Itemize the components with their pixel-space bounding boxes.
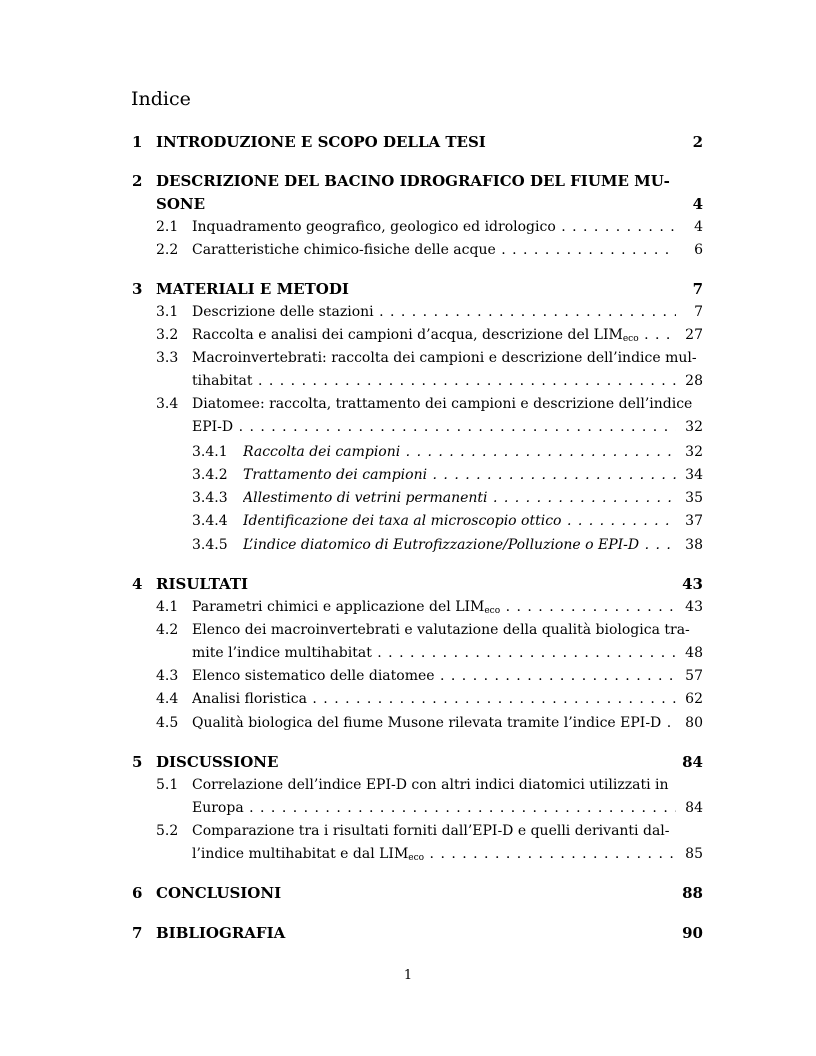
page-number: 1 (403, 968, 413, 983)
page-ref: 43 (682, 575, 703, 593)
page-ref: 84 (685, 800, 703, 816)
section-title-text: Raccolta e analisi dei campioni d’acqua, descrizione del LIM (192, 327, 623, 343)
toc-chapter-4[interactable] (0, 573, 816, 595)
subsection-title: Allestimento di vetrini permanenti . . . (243, 487, 676, 509)
section-number: 5.1 (156, 777, 179, 793)
section-number: 4.4 (156, 691, 179, 707)
chapter-title: DISCUSSIONE (156, 753, 279, 771)
toc-section-3-3[interactable] (0, 347, 816, 369)
section-title-continued: EPI-D . . . (192, 416, 676, 438)
toc-section-2-2[interactable] (0, 239, 816, 261)
page-ref: 32 (685, 419, 703, 435)
section-title: Correlazione dell’indice EPI-D con altri indici diatomici utilizzati in (192, 777, 669, 793)
section-number: 2.1 (156, 219, 179, 235)
toc-section-4-5[interactable] (0, 712, 816, 734)
toc-section-4-3[interactable] (0, 665, 816, 687)
section-number: 4.2 (156, 622, 179, 638)
chapter-title: RISULTATI (156, 575, 249, 593)
page-ref: 80 (685, 715, 703, 731)
toc-section-5-2[interactable] (0, 820, 816, 842)
page-ref: 57 (685, 668, 703, 684)
toc-chapter-5[interactable] (0, 751, 816, 773)
subsection-number: 3.4.4 (192, 513, 228, 529)
section-title-continued: tihabitat . . . (192, 370, 676, 392)
toc-section-3-2[interactable] (0, 324, 816, 346)
subscript: eco (622, 334, 639, 344)
subsection-number: 3.4.5 (192, 537, 228, 553)
page-ref: 34 (685, 467, 703, 483)
section-title: Diatomee: raccolta, trattamento dei campioni e descrizione dell’indice (192, 396, 693, 412)
subsection-title: Raccolta dei campioni . . . (243, 441, 676, 463)
page-ref: 38 (685, 537, 703, 553)
subsection-title: Trattamento dei campioni . . . (243, 464, 676, 486)
chapter-title: INTRODUZIONE E SCOPO DELLA TESI (156, 133, 486, 151)
section-title: Comparazione tra i risultati forniti dall’EPI-D e quelli derivanti dal- (192, 823, 670, 839)
page-ref: 85 (685, 846, 703, 862)
toc-chapter-2-cont[interactable] (0, 193, 816, 215)
section-number: 4.5 (156, 715, 179, 731)
section-number: 3.2 (156, 327, 179, 343)
section-number: 3.3 (156, 350, 179, 366)
section-title-text: l’indice multihabitat e dal LIM (192, 846, 409, 862)
section-title: Elenco dei macroinvertebrati e valutazione della qualità biologica tra- (192, 622, 690, 638)
page-ref: 48 (685, 645, 703, 661)
page-ref: 43 (685, 599, 703, 615)
chapter-title-continued: SONE (156, 195, 206, 213)
toc-section-3-4-cont[interactable] (0, 416, 816, 438)
page-ref: 37 (685, 513, 703, 529)
toc-section-5-1-cont[interactable] (0, 797, 816, 819)
subsection-number: 3.4.2 (192, 467, 228, 483)
section-number: 2.2 (156, 242, 179, 258)
subsection-number: 3.4.3 (192, 490, 228, 506)
toc-chapter-6[interactable] (0, 882, 816, 904)
section-title: Inquadramento geografico, geologico ed idrologico . . . (192, 216, 676, 238)
page-ref: 4 (692, 195, 703, 213)
chapter-title: BIBLIOGRAFIA (156, 924, 286, 942)
page-ref: 7 (692, 280, 703, 298)
subsection-number: 3.4.1 (192, 444, 228, 460)
chapter-title: CONCLUSIONI (156, 884, 282, 902)
toc-section-3-4[interactable] (0, 393, 816, 415)
toc-section-5-2-cont[interactable] (0, 843, 816, 865)
page-ref: 88 (682, 884, 703, 902)
page-ref: 2 (692, 133, 703, 151)
toc-subsection-3-4-2[interactable] (0, 464, 816, 486)
page-ref: 6 (694, 242, 703, 258)
page-ref: 28 (685, 373, 703, 389)
section-title-text: Parametri chimici e applicazione del LIM (192, 599, 485, 615)
chapter-number: 5 (132, 753, 143, 771)
toc-subsection-3-4-3[interactable] (0, 487, 816, 509)
page-title: Indice (131, 88, 191, 110)
toc-section-4-4[interactable] (0, 688, 816, 710)
toc-chapter-3[interactable] (0, 278, 816, 300)
section-title: Descrizione delle stazioni . . . (192, 301, 676, 323)
chapter-number: 4 (132, 575, 143, 593)
section-title-continued (192, 843, 676, 869)
section-title: Elenco sistematico delle diatomee . . . (192, 665, 676, 687)
page-ref: 32 (685, 444, 703, 460)
subscript: eco (408, 853, 425, 863)
toc-chapter-7[interactable] (0, 922, 816, 944)
toc-section-3-1[interactable] (0, 301, 816, 323)
section-title: Caratteristiche chimico-fisiche delle acque . . . (192, 239, 676, 261)
section-number: 3.4 (156, 396, 179, 412)
page-ref: 62 (685, 691, 703, 707)
chapter-title: DESCRIZIONE DEL BACINO IDROGRAFICO DEL FIUME MU- (156, 172, 670, 190)
toc-section-4-2-cont[interactable] (0, 642, 816, 664)
toc-subsection-3-4-5[interactable] (0, 534, 816, 556)
page-ref: 35 (685, 490, 703, 506)
toc-section-4-2[interactable] (0, 619, 816, 641)
chapter-number: 6 (132, 884, 143, 902)
page-ref: 84 (682, 753, 703, 771)
page-ref: 4 (694, 219, 703, 235)
subsection-title: Identificazione dei taxa al microscopio ottico . . . (243, 510, 676, 532)
chapter-number: 7 (132, 924, 143, 942)
section-number: 4.1 (156, 599, 179, 615)
section-title-continued: mite l’indice multihabitat . . . (192, 642, 676, 664)
section-number: 5.2 (156, 823, 179, 839)
chapter-title: MATERIALI E METODI (156, 280, 349, 298)
section-title: Macroinvertebrati: raccolta dei campioni e descrizione dell’indice mul- (192, 350, 697, 366)
toc-section-3-3-cont[interactable] (0, 370, 816, 392)
chapter-number: 3 (132, 280, 143, 298)
section-title: Qualità biologica del fiume Musone rilevata tramite l’indice EPI-D . . . (192, 712, 676, 734)
toc-chapter-1[interactable] (0, 131, 816, 153)
section-number: 4.3 (156, 668, 179, 684)
toc-subsection-3-4-4[interactable] (0, 510, 816, 532)
subsection-title: L’indice diatomico di Eutrofizzazione/Polluzione o EPI-D . . . (243, 534, 676, 556)
section-title-continued: Europa . . . (192, 797, 676, 819)
section-title: Analisi floristica . . . (192, 688, 676, 710)
toc-section-5-1[interactable] (0, 774, 816, 796)
toc-section-2-1[interactable] (0, 216, 816, 238)
toc-section-4-1[interactable] (0, 596, 816, 618)
subscript: eco (484, 606, 501, 616)
page-ref: 27 (685, 327, 703, 343)
page-ref: 90 (682, 924, 703, 942)
chapter-number: 1 (132, 133, 143, 151)
toc-subsection-3-4-1[interactable] (0, 441, 816, 463)
page-ref: 7 (694, 304, 703, 320)
section-number: 3.1 (156, 304, 179, 320)
toc-chapter-2[interactable] (0, 170, 816, 192)
chapter-number: 2 (132, 172, 143, 190)
